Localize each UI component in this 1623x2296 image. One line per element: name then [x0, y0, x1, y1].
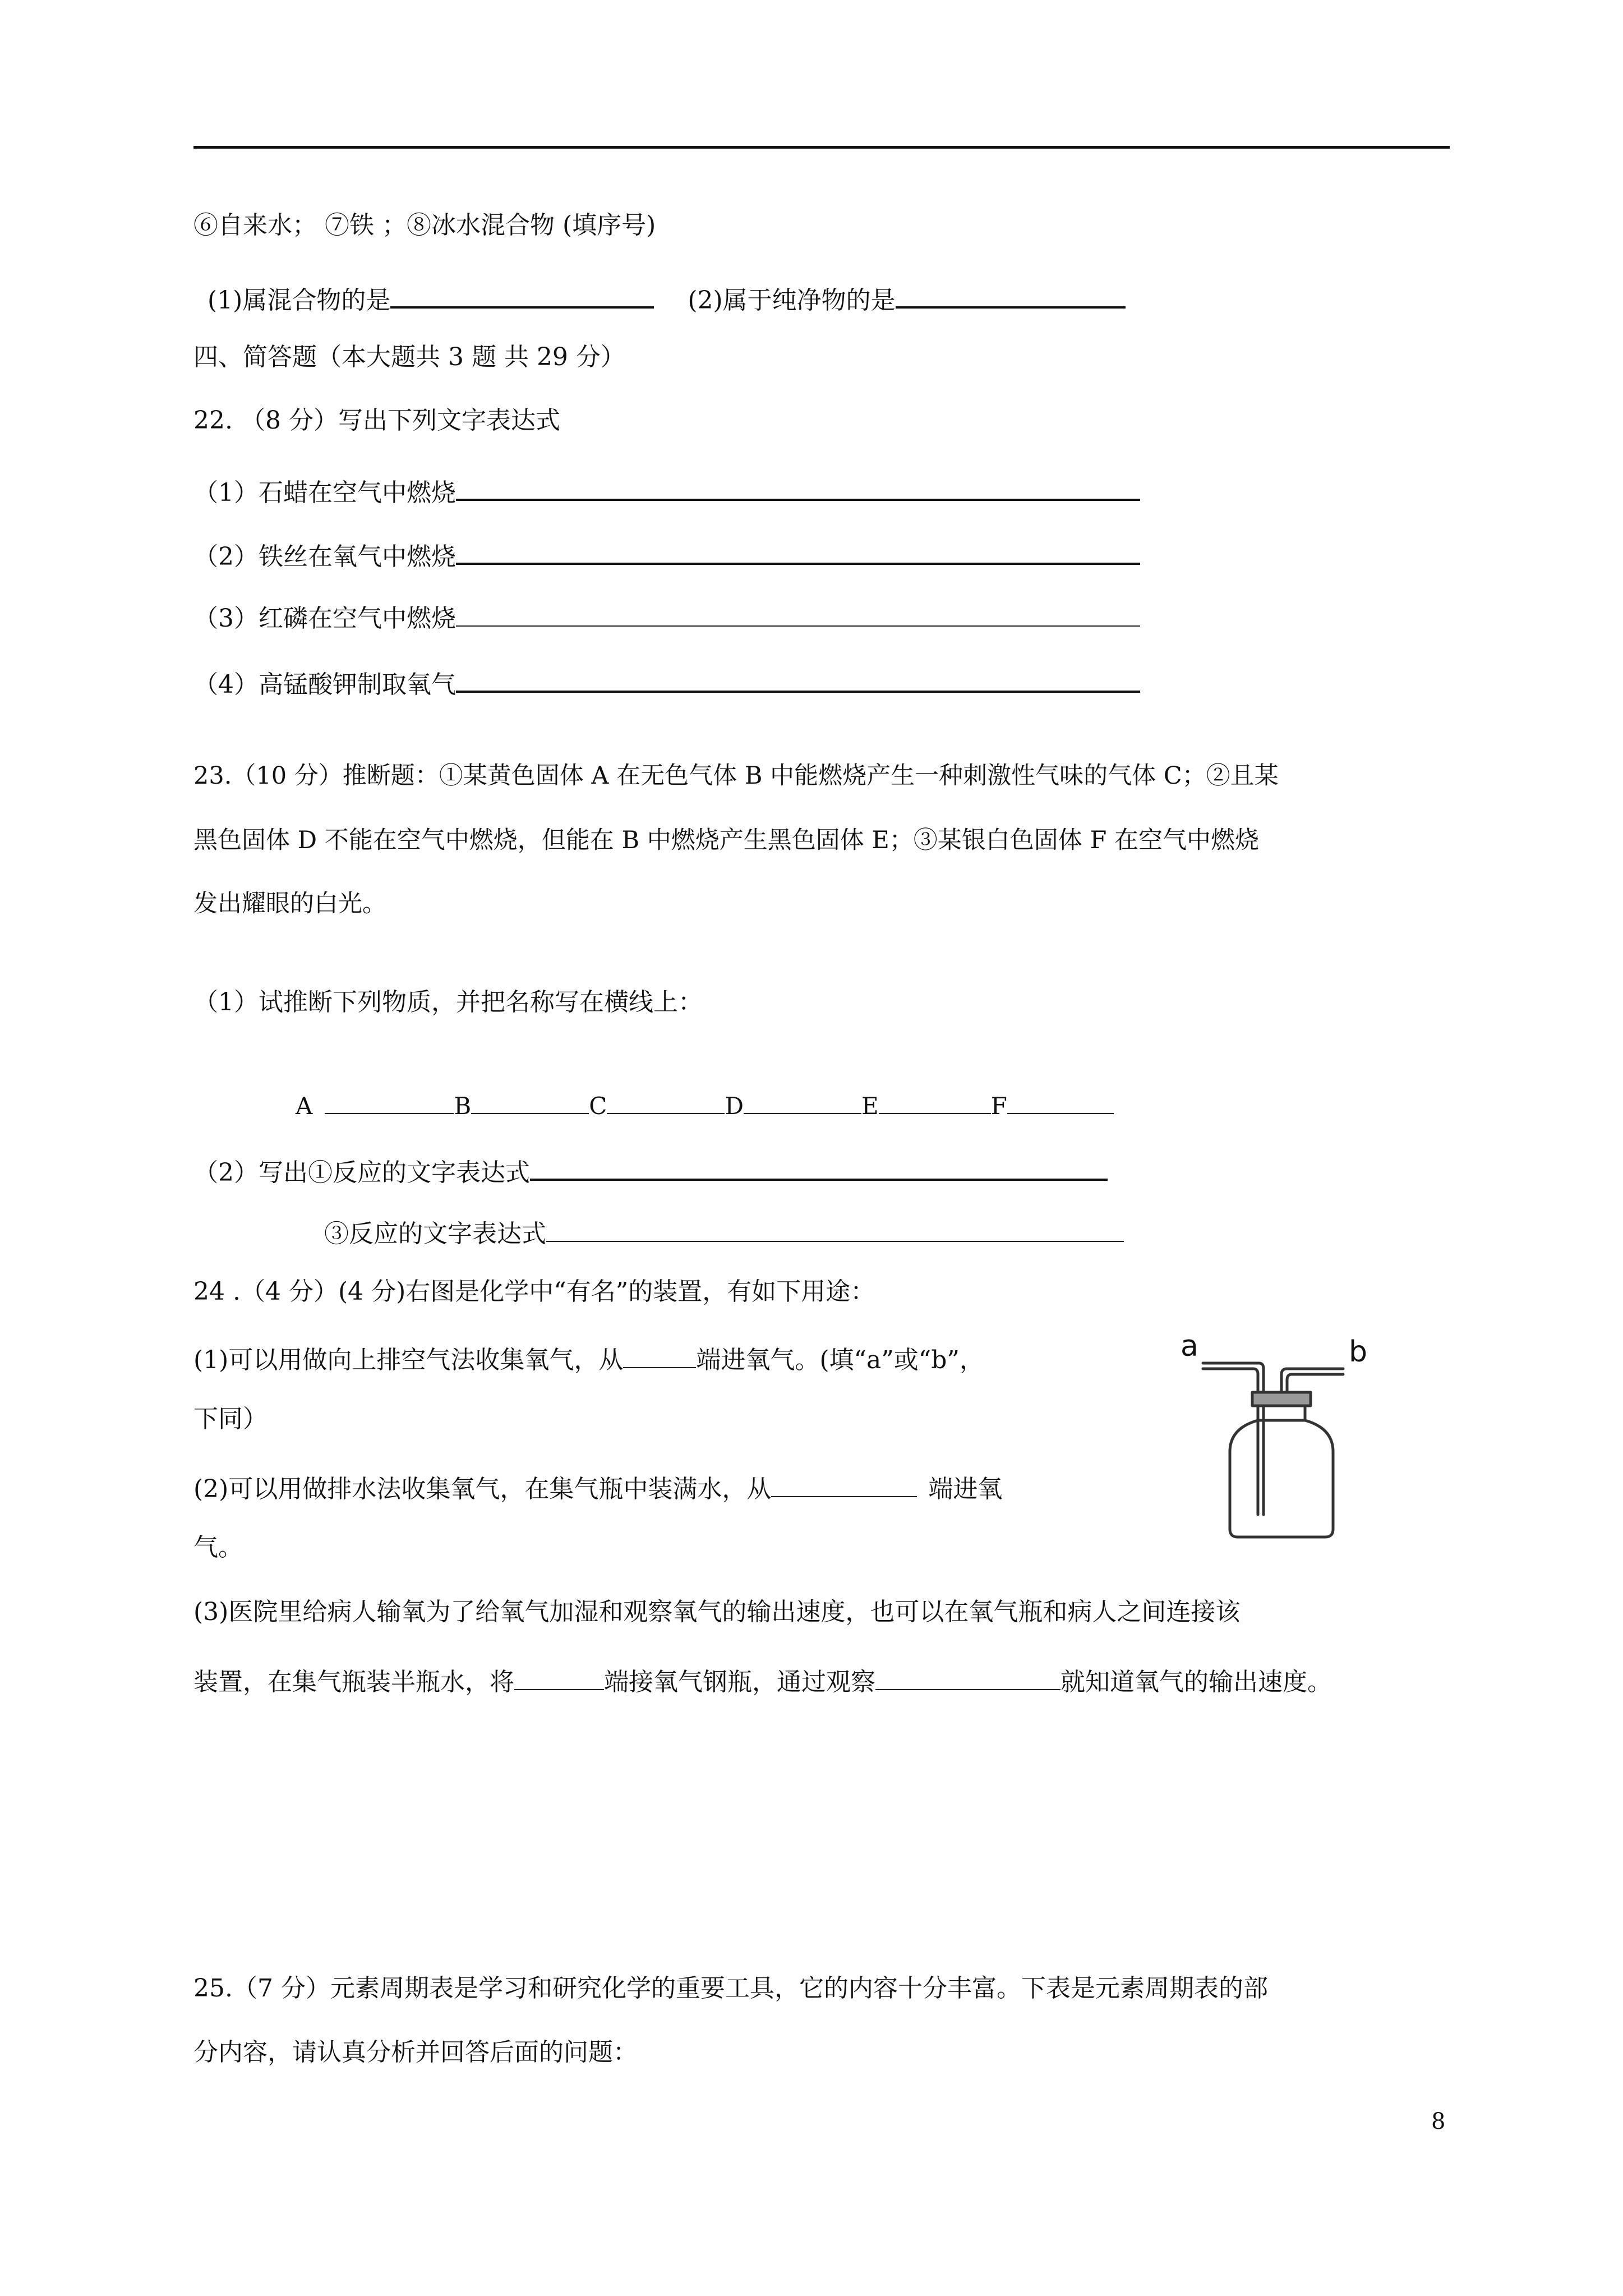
q24-blank-2[interactable]: [771, 1471, 917, 1497]
q23-blank-reaction-3[interactable]: [546, 1216, 1124, 1242]
q22-item-3-label: （3）红磷在空气中燃烧: [193, 604, 456, 633]
q24-s1b: 端进氧气。(填“a”或“b”，: [696, 1346, 984, 1374]
q22-item-4: [193, 665, 1140, 697]
q23-sub-2b-label: ③反应的文字表达式: [324, 1220, 546, 1248]
q24-line-3: (3)医院里给病人输氧为了给氧气加湿和观察氧气的输出速度，也可以在氧气瓶和病人之间连接该: [193, 1598, 1241, 1626]
q24-s2b: 端进氧: [928, 1475, 1003, 1503]
q22-item-3: [193, 601, 1140, 631]
blank-f[interactable]: [1007, 1088, 1114, 1114]
q23-letters-line: [296, 1088, 1114, 1118]
q24-s3b: 装置，在集气瓶装半瓶水，将: [193, 1668, 514, 1696]
options-line: ⑥自来水； ⑦铁 ；⑧冰水混合物 (填序号): [193, 211, 656, 240]
q22-item-1-label: （1）石蜡在空气中燃烧: [193, 478, 456, 507]
letter-f: F: [990, 1092, 1007, 1120]
blank-b[interactable]: [471, 1088, 589, 1114]
q25-line-1: 25.（7 分）元素周期表是学习和研究化学的重要工具，它的内容十分丰富。下表是元素周期表的部: [193, 1974, 1268, 2003]
q22-item-2: [193, 537, 1140, 569]
q23-line-2: 黑色固体 D 不能在空气中燃烧，但能在 B 中燃烧产生黑色固体 E；③某银白色固体 F 在空气中燃烧: [193, 826, 1259, 854]
letter-a: A: [296, 1092, 313, 1120]
blank-a[interactable]: [325, 1088, 454, 1114]
q22-item-4-label: （4）高锰酸钾制取氧气: [193, 670, 456, 699]
tube-a-label: a: [1181, 1329, 1198, 1363]
q24-s2a: (2)可以用做排水法收集氧气，在集气瓶中装满水，从: [193, 1475, 772, 1503]
letter-e: E: [861, 1092, 879, 1120]
q24-title: 24 .（4 分）(4 分)右图是化学中“有名”的装置，有如下用途：: [193, 1277, 875, 1306]
q23-line-3: 发出耀眼的白光。: [193, 890, 386, 918]
q22-blank-3[interactable]: [456, 601, 1140, 627]
q22-blank-1[interactable]: [456, 473, 1140, 501]
q24-line-2b: 气。: [193, 1533, 243, 1562]
q24-line-2: [193, 1471, 1002, 1502]
q21-answer-line: [208, 280, 1126, 313]
q24-line-1: [193, 1342, 984, 1373]
letter-c: C: [589, 1092, 607, 1120]
q23-sub-2a: [193, 1153, 1108, 1185]
letter-b: B: [454, 1092, 472, 1120]
header-rule: [193, 146, 1450, 149]
q24-line-1b: 下同）: [193, 1405, 268, 1433]
q23-line-1: 23.（10 分）推断题：①某黄色固体 A 在无色气体 B 中能燃烧产生一种刺激性气味的气体 C；②且某: [193, 762, 1279, 790]
q24-s1a: (1)可以用做向上排空气法收集氧气，从: [193, 1346, 624, 1374]
q24-blank-3[interactable]: [514, 1664, 604, 1690]
q24-s3d: 就知道氧气的输出速度。: [1061, 1668, 1332, 1696]
q22-blank-2[interactable]: [456, 537, 1140, 565]
section-heading: 四、简答题（本大题共 3 题 共 29 分）: [193, 343, 625, 371]
q23-sub-1: （1）试推断下列物质，并把名称写在横线上：: [193, 988, 703, 1016]
gas-bottle-diagram: [1181, 1329, 1394, 1548]
q22-item-1: [193, 473, 1140, 505]
q22-blank-4[interactable]: [456, 665, 1140, 693]
q23-sub-2a-label: （2）写出①反应的文字表达式: [193, 1158, 530, 1187]
blank-e[interactable]: [879, 1088, 991, 1114]
q24-s3c: 端接氧气钢瓶，通过观察: [604, 1668, 875, 1696]
q21-blank-2[interactable]: [896, 280, 1126, 309]
q23-blank-reaction-1[interactable]: [530, 1153, 1108, 1181]
letter-d: D: [725, 1092, 744, 1120]
page-number: 8: [1431, 2109, 1446, 2134]
q22-item-2-label: （2）铁丝在氧气中燃烧: [193, 542, 456, 571]
q21-part1-label: (1)属混合物的是: [208, 286, 391, 315]
q22-title: 22. （8 分）写出下列文字表达式: [193, 406, 560, 435]
q23-sub-2b: [324, 1216, 1124, 1246]
tube-b-label: b: [1349, 1335, 1368, 1369]
blank-d[interactable]: [744, 1088, 861, 1114]
q24-line-3b: [193, 1664, 1332, 1695]
q24-blank-1[interactable]: [623, 1342, 696, 1368]
q21-blank-1[interactable]: [390, 280, 654, 309]
q24-blank-4[interactable]: [875, 1664, 1061, 1690]
q25-line-2: 分内容，请认真分析并回答后面的问题：: [193, 2038, 638, 2067]
q21-part2-label: (2)属于纯净物的是: [688, 286, 896, 315]
blank-c[interactable]: [607, 1088, 725, 1114]
